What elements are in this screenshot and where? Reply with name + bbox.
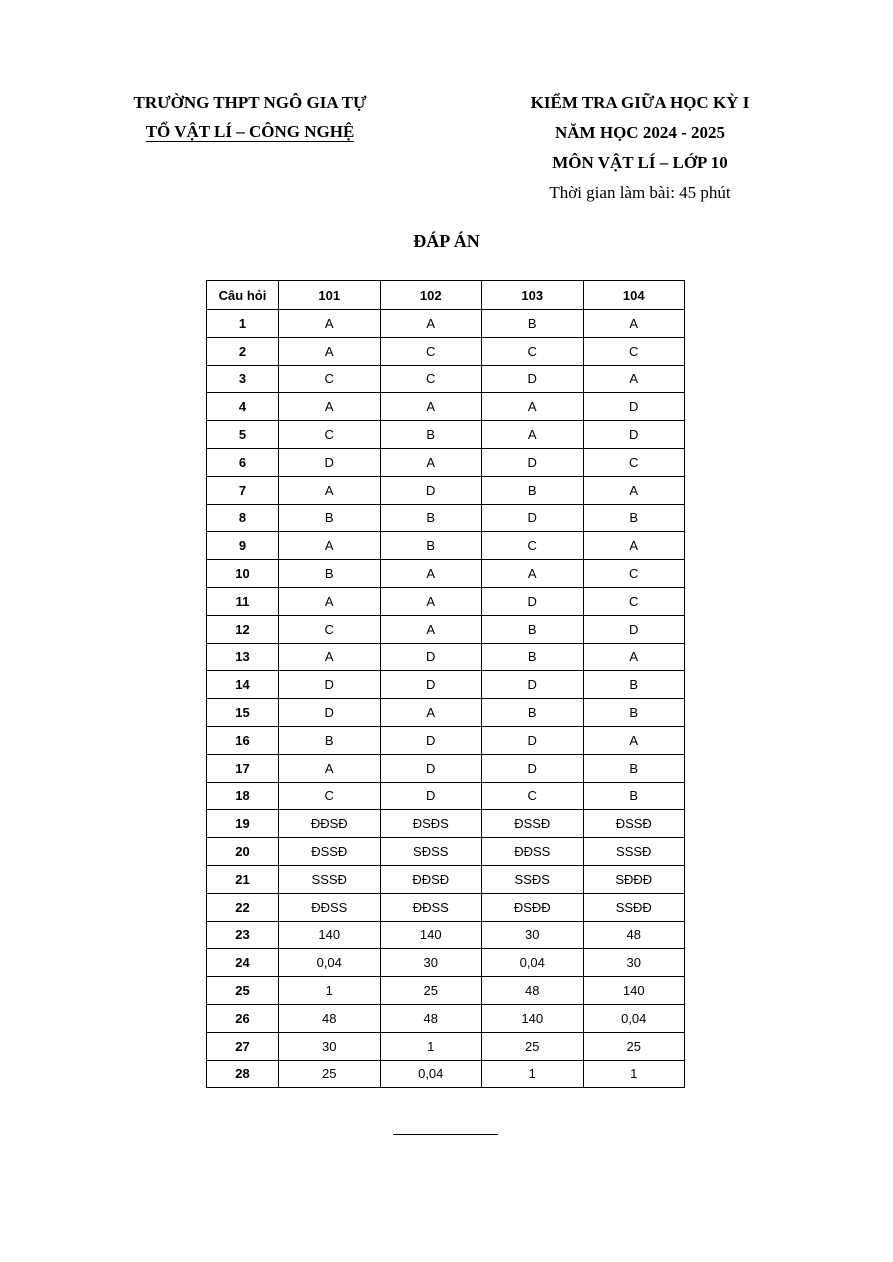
- table-row: [207, 782, 685, 810]
- school-name: TRƯỜNG THPT NGÔ GIA TỰ: [133, 93, 367, 112]
- answer-cell: D: [279, 671, 381, 699]
- answer-cell: C: [583, 337, 685, 365]
- answer-cell: C: [583, 587, 685, 615]
- answer-cell: D: [482, 365, 584, 393]
- question-number-cell: 1: [207, 310, 279, 338]
- answer-cell: 140: [482, 1004, 584, 1032]
- answer-cell: B: [583, 504, 685, 532]
- answer-cell: 48: [583, 921, 685, 949]
- answer-cell: B: [380, 421, 482, 449]
- table-row: [207, 699, 685, 727]
- answer-cell: ĐSSĐ: [482, 810, 584, 838]
- answer-cell: ĐSĐĐ: [482, 893, 584, 921]
- answer-cell: C: [482, 782, 584, 810]
- answer-cell: A: [380, 310, 482, 338]
- answer-cell: 48: [279, 1004, 381, 1032]
- question-number-cell: 20: [207, 838, 279, 866]
- department-name: TỔ VẬT LÍ – CÔNG NGHỆ: [145, 122, 355, 141]
- table-row: [207, 754, 685, 782]
- question-number-cell: 2: [207, 337, 279, 365]
- answer-cell: B: [380, 532, 482, 560]
- table-row: [207, 1032, 685, 1060]
- answer-cell: B: [583, 754, 685, 782]
- question-number-cell: 19: [207, 810, 279, 838]
- table-row: [207, 810, 685, 838]
- answer-cell: SSSĐ: [279, 865, 381, 893]
- table-row: [207, 1060, 685, 1088]
- answer-cell: 1: [279, 977, 381, 1005]
- answer-cell: B: [583, 699, 685, 727]
- answer-cell: D: [482, 726, 584, 754]
- answer-cell: D: [482, 587, 584, 615]
- school-year: NĂM HỌC 2024 - 2025: [555, 123, 725, 142]
- end-divider: [393, 1134, 498, 1135]
- answer-cell: A: [279, 643, 381, 671]
- answer-cell: B: [279, 726, 381, 754]
- answer-cell: A: [583, 365, 685, 393]
- answer-cell: D: [380, 476, 482, 504]
- answer-cell: D: [279, 699, 381, 727]
- question-number-cell: 13: [207, 643, 279, 671]
- answer-cell: 1: [583, 1060, 685, 1088]
- answer-cell: 25: [583, 1032, 685, 1060]
- answer-cell: B: [482, 699, 584, 727]
- answer-cell: A: [583, 726, 685, 754]
- answer-cell: D: [380, 643, 482, 671]
- question-number-cell: 26: [207, 1004, 279, 1032]
- answer-cell: 48: [380, 1004, 482, 1032]
- answer-cell: 48: [482, 977, 584, 1005]
- answer-cell: 25: [482, 1032, 584, 1060]
- answer-cell: A: [482, 393, 584, 421]
- answer-cell: C: [482, 337, 584, 365]
- answer-cell: 30: [583, 949, 685, 977]
- answer-cell: SĐSS: [380, 838, 482, 866]
- table-row: [207, 504, 685, 532]
- column-header-code: 102: [380, 281, 482, 310]
- column-header-question: Câu hỏi: [207, 281, 279, 310]
- answer-cell: 30: [279, 1032, 381, 1060]
- answer-cell: D: [380, 726, 482, 754]
- question-number-cell: 22: [207, 893, 279, 921]
- answer-cell: 25: [380, 977, 482, 1005]
- question-number-cell: 18: [207, 782, 279, 810]
- question-number-cell: 11: [207, 587, 279, 615]
- answer-cell: D: [583, 421, 685, 449]
- question-number-cell: 12: [207, 615, 279, 643]
- answer-cell: 30: [482, 921, 584, 949]
- question-number-cell: 8: [207, 504, 279, 532]
- table-row: [207, 893, 685, 921]
- question-number-cell: 9: [207, 532, 279, 560]
- table-row: [207, 615, 685, 643]
- answer-cell: C: [583, 560, 685, 588]
- answer-cell: D: [482, 754, 584, 782]
- table-row: [207, 448, 685, 476]
- answer-cell: A: [380, 393, 482, 421]
- question-number-cell: 17: [207, 754, 279, 782]
- exam-duration: Thời gian làm bài: 45 phút: [549, 183, 731, 202]
- answer-cell: A: [583, 310, 685, 338]
- question-number-cell: 23: [207, 921, 279, 949]
- answer-cell: A: [380, 587, 482, 615]
- table-row: [207, 977, 685, 1005]
- question-number-cell: 5: [207, 421, 279, 449]
- answer-cell: 140: [380, 921, 482, 949]
- answer-cell: B: [279, 560, 381, 588]
- answer-cell: A: [279, 310, 381, 338]
- table-row: [207, 421, 685, 449]
- table-row: [207, 643, 685, 671]
- question-number-cell: 7: [207, 476, 279, 504]
- header-right: [480, 88, 800, 208]
- table-row: [207, 365, 685, 393]
- answer-cell: ĐĐSS: [380, 893, 482, 921]
- answer-cell: D: [279, 448, 381, 476]
- table-row: [207, 865, 685, 893]
- answer-cell: 30: [380, 949, 482, 977]
- answer-cell: A: [279, 532, 381, 560]
- answer-cell: SSSĐ: [583, 838, 685, 866]
- answer-cell: D: [482, 448, 584, 476]
- answer-cell: B: [482, 310, 584, 338]
- answer-cell: C: [279, 421, 381, 449]
- table-row: [207, 476, 685, 504]
- page-title: ĐÁP ÁN: [413, 231, 480, 251]
- table-row: [207, 838, 685, 866]
- answer-cell: ĐĐSĐ: [279, 810, 381, 838]
- column-header-code: 103: [482, 281, 584, 310]
- answer-cell: 140: [279, 921, 381, 949]
- answer-cell: C: [380, 365, 482, 393]
- question-number-cell: 28: [207, 1060, 279, 1088]
- answer-cell: 0,04: [482, 949, 584, 977]
- answer-cell: D: [583, 615, 685, 643]
- question-number-cell: 21: [207, 865, 279, 893]
- answer-cell: A: [380, 448, 482, 476]
- answer-cell: SSĐS: [482, 865, 584, 893]
- answer-cell: C: [482, 532, 584, 560]
- question-number-cell: 25: [207, 977, 279, 1005]
- table-row: [207, 310, 685, 338]
- answer-cell: ĐĐSĐ: [380, 865, 482, 893]
- answer-cell: D: [380, 671, 482, 699]
- table-row: [207, 949, 685, 977]
- answer-cell: A: [279, 393, 381, 421]
- answer-cell: ĐSSĐ: [583, 810, 685, 838]
- table-body: [207, 310, 685, 1088]
- answer-cell: ĐĐSS: [482, 838, 584, 866]
- answer-cell: A: [279, 476, 381, 504]
- answer-cell: 1: [380, 1032, 482, 1060]
- question-number-cell: 10: [207, 560, 279, 588]
- header-left: [100, 88, 400, 146]
- table-header-row: [207, 281, 685, 310]
- table-row: [207, 921, 685, 949]
- answer-cell: SĐĐĐ: [583, 865, 685, 893]
- answer-cell: A: [482, 560, 584, 588]
- question-number-cell: 14: [207, 671, 279, 699]
- table-row: [207, 587, 685, 615]
- answer-cell: A: [279, 754, 381, 782]
- answer-cell: ĐSĐS: [380, 810, 482, 838]
- answer-cell: C: [279, 365, 381, 393]
- answer-cell: B: [380, 504, 482, 532]
- exam-name: KIỂM TRA GIỮA HỌC KỲ I: [530, 93, 750, 112]
- answer-cell: D: [482, 504, 584, 532]
- answer-cell: 140: [583, 977, 685, 1005]
- column-header-code: 101: [279, 281, 381, 310]
- answer-cell: C: [583, 448, 685, 476]
- answer-cell: C: [380, 337, 482, 365]
- answer-cell: C: [279, 615, 381, 643]
- answer-cell: B: [482, 615, 584, 643]
- answer-table: [206, 280, 685, 1088]
- answer-cell: 25: [279, 1060, 381, 1088]
- answer-cell: A: [482, 421, 584, 449]
- question-number-cell: 6: [207, 448, 279, 476]
- table-row: [207, 726, 685, 754]
- answer-cell: B: [279, 504, 381, 532]
- answer-cell: D: [380, 782, 482, 810]
- answer-cell: 1: [482, 1060, 584, 1088]
- answer-cell: A: [583, 532, 685, 560]
- answer-cell: 0,04: [380, 1060, 482, 1088]
- question-number-cell: 16: [207, 726, 279, 754]
- answer-cell: ĐSSĐ: [279, 838, 381, 866]
- column-header-code: 104: [583, 281, 685, 310]
- question-number-cell: 3: [207, 365, 279, 393]
- table-row: [207, 393, 685, 421]
- answer-cell: A: [380, 615, 482, 643]
- answer-cell: D: [482, 671, 584, 699]
- answer-cell: A: [279, 587, 381, 615]
- answer-cell: A: [583, 643, 685, 671]
- question-number-cell: 4: [207, 393, 279, 421]
- answer-cell: B: [583, 782, 685, 810]
- answer-cell: B: [583, 671, 685, 699]
- answer-cell: SSĐĐ: [583, 893, 685, 921]
- answer-cell: A: [583, 476, 685, 504]
- answer-cell: A: [279, 337, 381, 365]
- table-row: [207, 337, 685, 365]
- table-row: [207, 1004, 685, 1032]
- question-number-cell: 27: [207, 1032, 279, 1060]
- answer-cell: ĐĐSS: [279, 893, 381, 921]
- question-number-cell: 15: [207, 699, 279, 727]
- answer-cell: 0,04: [583, 1004, 685, 1032]
- answer-cell: D: [380, 754, 482, 782]
- subject-name: MÔN VẬT LÍ – LỚP 10: [552, 153, 728, 172]
- answer-cell: A: [380, 699, 482, 727]
- question-number-cell: 24: [207, 949, 279, 977]
- answer-cell: C: [279, 782, 381, 810]
- answer-cell: A: [380, 560, 482, 588]
- answer-cell: B: [482, 476, 584, 504]
- answer-cell: 0,04: [279, 949, 381, 977]
- answer-cell: B: [482, 643, 584, 671]
- table-row: [207, 671, 685, 699]
- table-row: [207, 560, 685, 588]
- answer-cell: D: [583, 393, 685, 421]
- table-row: [207, 532, 685, 560]
